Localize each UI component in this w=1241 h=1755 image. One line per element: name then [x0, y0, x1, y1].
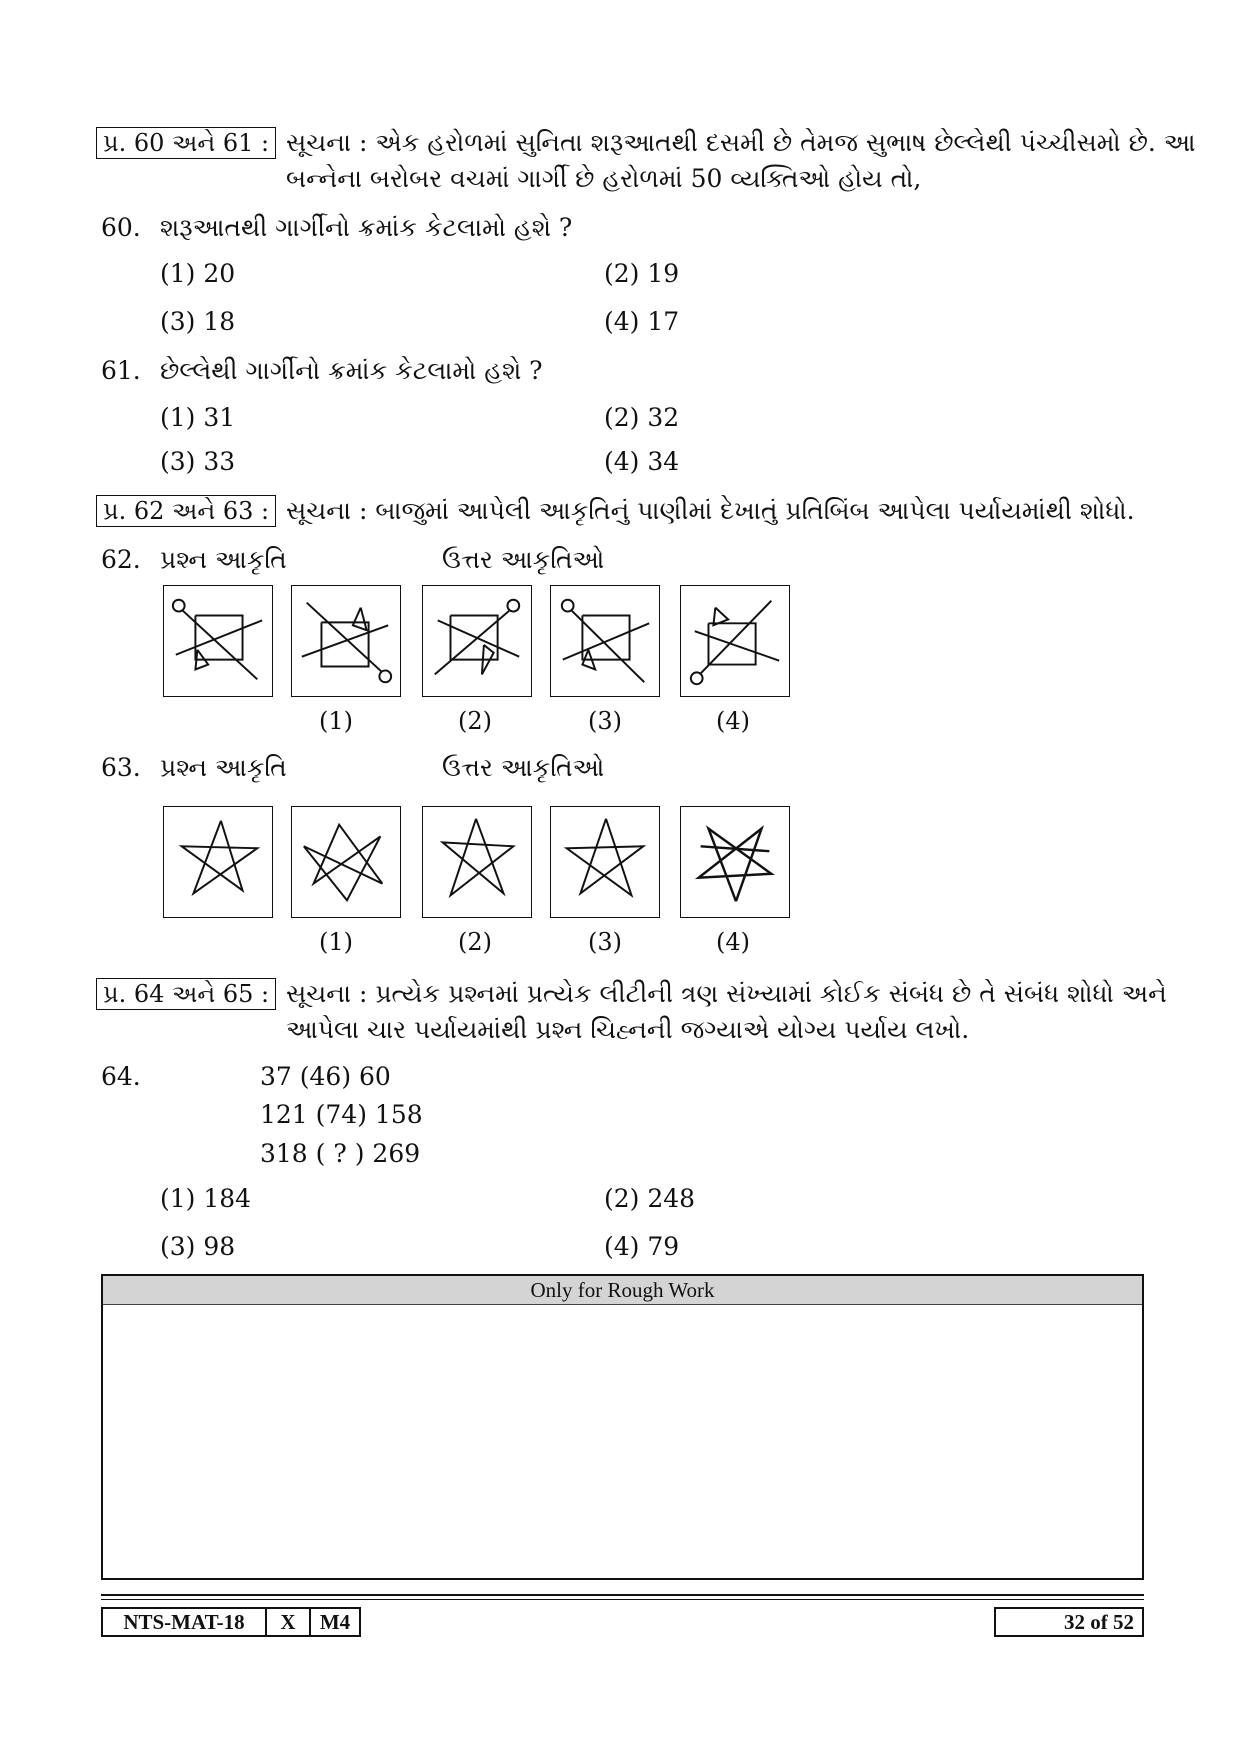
q60-option-1[interactable]: (1) 20: [160, 259, 236, 288]
instruction-text-block2: સૂચના : બાજુમાં આપેલી આકૃતિનું પાણીમાં દેખાતું પ્રતિબિંબ આપેલા પર્યાયમાંથી શોધો.: [286, 496, 1135, 525]
question-text-61: છેલ્લેથી ગાર્ગીનો ક્રમાંક કેટલામો હશે ?: [160, 356, 543, 385]
q61-option-1[interactable]: (1) 31: [160, 403, 236, 432]
number-row-3: 318 ( ? ) 269: [260, 1139, 421, 1168]
instruction-text-block3-line1: સૂચના : પ્રત્યેક પ્રશ્નમાં પ્રત્યેક લીટીની ત્રણ સંખ્યામાં કોઈક સંબંધ છે તે સંબંધ શોધો અને: [286, 979, 1167, 1008]
q62-option-2-figure[interactable]: [422, 585, 532, 697]
question-number-61: 61.: [101, 356, 141, 385]
q62-option-2-label: (2): [458, 707, 492, 735]
q63-option-4-label: (4): [716, 928, 750, 956]
number-row-1: 37 (46) 60: [260, 1062, 391, 1091]
footer-class: X: [265, 1607, 311, 1637]
q62-option-4-label: (4): [716, 707, 750, 735]
q64-option-3[interactable]: (3) 98: [160, 1232, 236, 1261]
footer-set: M4: [309, 1607, 361, 1637]
q63-option-3-label: (3): [588, 928, 622, 956]
instruction-text-line2: બન્નેના બરોબર વચમાં ગાર્ગી છે હરોળમાં 50 વ્યક્તિઓ હોય તો,: [286, 164, 922, 193]
q63-option-3-figure[interactable]: [550, 806, 660, 918]
question-number-64: 64.: [101, 1062, 141, 1091]
q60-option-4[interactable]: (4) 17: [604, 307, 680, 336]
instruction-text-line1: સૂચના : એક હરોળમાં સુનિતા શરૂઆતથી દસમી છે તેમજ સુભાષ છેલ્લેથી પંચ્ચીસમો છે. આ: [286, 128, 1196, 157]
question-figure-label: પ્રશ્ન આકૃતિ: [160, 545, 287, 574]
q61-option-2[interactable]: (2) 32: [604, 403, 680, 432]
question-number-60: 60.: [101, 213, 141, 242]
footer-rule: [101, 1599, 1144, 1600]
question-number-63: 63.: [101, 753, 141, 782]
q60-option-3[interactable]: (3) 18: [160, 307, 236, 336]
footer-paper-code: NTS-MAT-18: [101, 1607, 267, 1637]
q63-option-4-figure[interactable]: [680, 806, 790, 918]
q63-option-2-label: (2): [458, 928, 492, 956]
q63-option-1-figure[interactable]: [291, 806, 401, 918]
q64-option-4[interactable]: (4) 79: [604, 1232, 680, 1261]
q61-option-4[interactable]: (4) 34: [604, 447, 680, 476]
footer-page-number: 32 of 52: [994, 1607, 1144, 1637]
q64-option-2[interactable]: (2) 248: [604, 1184, 696, 1213]
instruction-text-block3-line2: આપેલા ચાર પર્યાયમાંથી પ્રશ્ન ચિહ્નની જગ્યાએ યોગ્ય પર્યાય લખો.: [286, 1015, 970, 1044]
rough-work-header: Only for Rough Work: [103, 1276, 1142, 1305]
q62-option-4-figure[interactable]: [680, 585, 790, 697]
instruction-label-60-61: પ્ર. 60 અને 61 :: [96, 127, 276, 159]
q60-option-2[interactable]: (2) 19: [604, 259, 680, 288]
question-figure-label: પ્રશ્ન આકૃતિ: [160, 753, 287, 782]
q62-option-1-figure[interactable]: [291, 585, 401, 697]
q64-option-1[interactable]: (1) 184: [160, 1184, 252, 1213]
question-number-62: 62.: [101, 545, 141, 574]
question-text-60: શરૂઆતથી ગાર્ગીનો ક્રમાંક કેટલામો હશે ?: [160, 213, 573, 242]
q62-question-figure: [163, 585, 273, 697]
q63-question-figure: [163, 806, 273, 918]
q62-option-3-label: (3): [588, 707, 622, 735]
q61-option-3[interactable]: (3) 33: [160, 447, 236, 476]
q63-option-1-label: (1): [319, 928, 353, 956]
instruction-label-64-65: પ્ર. 64 અને 65 :: [96, 978, 276, 1010]
answer-figures-label: ઉત્તર આકૃતિઓ: [442, 545, 605, 574]
instruction-label-62-63: પ્ર. 62 અને 63 :: [96, 495, 276, 527]
answer-figures-label: ઉત્તર આકૃતિઓ: [442, 753, 605, 782]
rough-work-box: [101, 1274, 1144, 1580]
q63-option-2-figure[interactable]: [422, 806, 532, 918]
q62-option-1-label: (1): [319, 707, 353, 735]
footer-rule: [101, 1594, 1144, 1596]
number-row-2: 121 (74) 158: [260, 1100, 423, 1129]
q62-option-3-figure[interactable]: [550, 585, 660, 697]
